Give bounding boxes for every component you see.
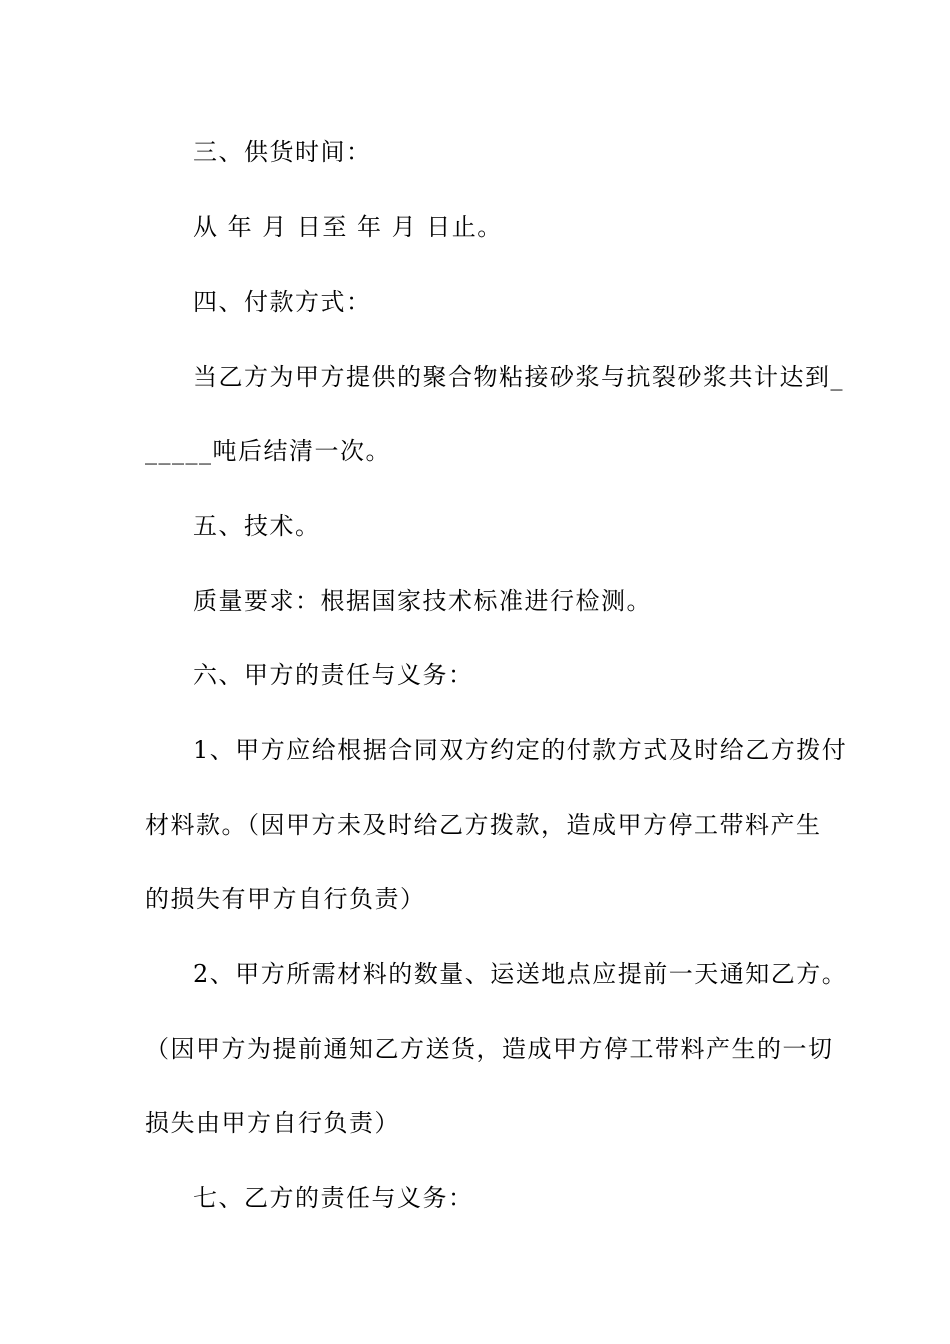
party-a-duty-1-line-2: 材料款。（因甲方未及时给乙方拨款，造成甲方停工带料产生 [145, 811, 822, 839]
section-heading-payment-method: 四、付款方式： [193, 288, 372, 316]
supply-period-text: 从 年 月 日至 年 月 日止。 [193, 213, 503, 241]
section-heading-party-a-duties: 六、甲方的责任与义务： [193, 661, 474, 689]
payment-text-line-1: 当乙方为甲方提供的聚合物粘接砂浆与抗裂砂浆共计达到_ [193, 363, 844, 391]
party-a-duty-2-line-1: 2、甲方所需材料的数量、运送地点应提前一天通知乙方。 [193, 960, 848, 988]
quality-requirement-text: 质量要求：根据国家技术标准进行检测。 [193, 587, 652, 615]
party-a-duty-1-line-1: 1、甲方应给根据合同双方约定的付款方式及时给乙方拨付 [193, 736, 848, 764]
party-a-duty-2-line-2: （因甲方为提前通知乙方送货，造成甲方停工带料产生的一切 [145, 1035, 834, 1063]
section-heading-party-b-duties: 七、乙方的责任与义务： [193, 1184, 474, 1212]
section-heading-supply-time: 三、供货时间： [193, 138, 372, 166]
payment-text-line-2: _____吨后结清一次。 [145, 437, 391, 465]
party-a-duty-1-line-3: 的损失有甲方自行负责） [145, 885, 426, 913]
party-a-duty-2-line-3: 损失由甲方自行负责） [145, 1109, 400, 1137]
section-heading-technology: 五、技术。 [193, 512, 321, 540]
